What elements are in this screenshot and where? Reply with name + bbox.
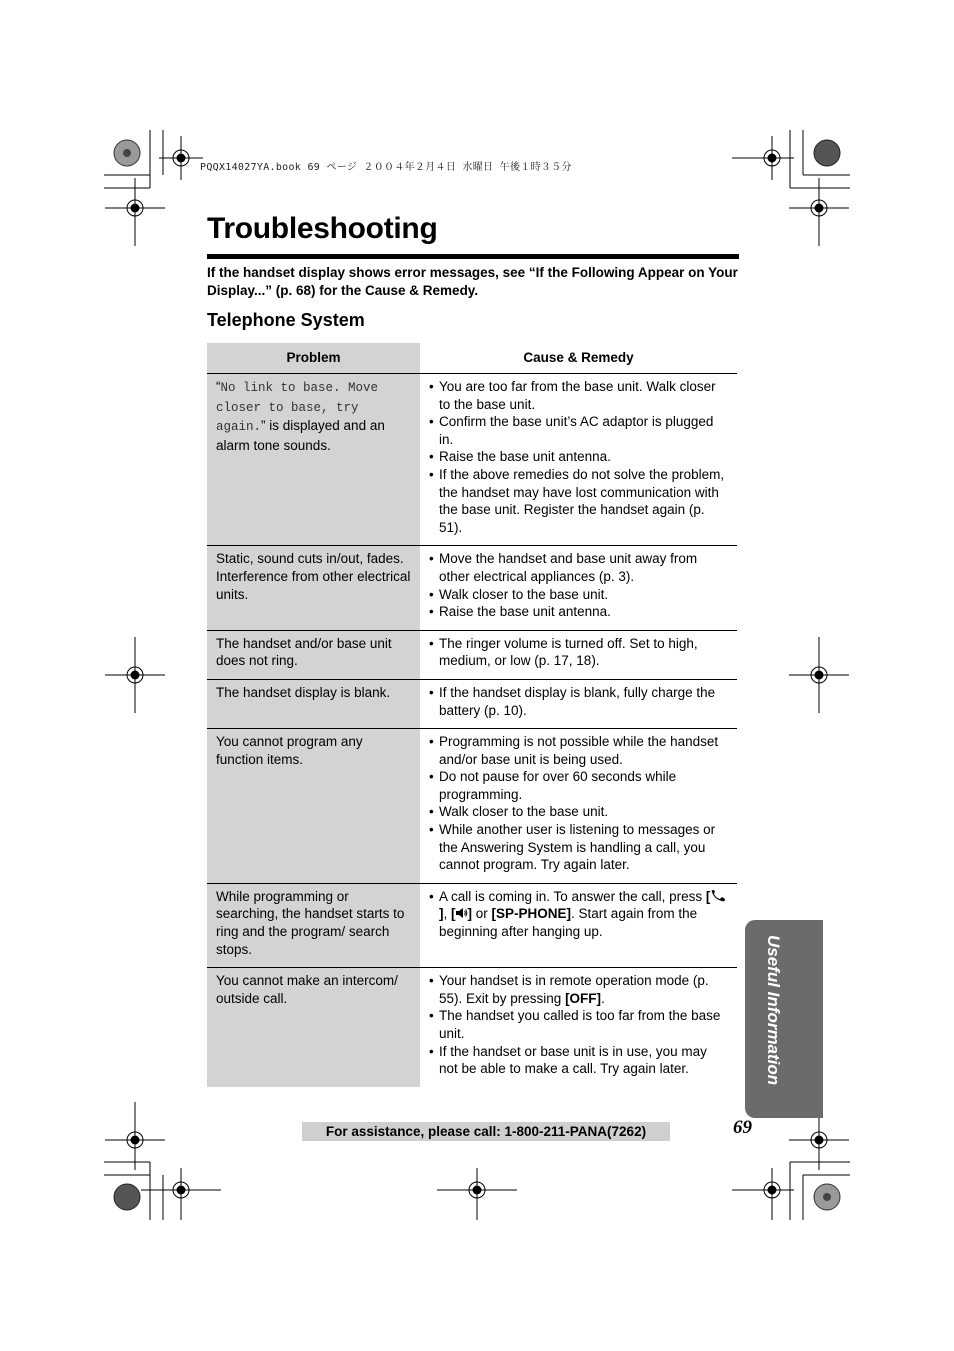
table-row (207, 374, 737, 546)
page-number: 69 (733, 1117, 752, 1138)
remedy-item: • Walk closer to the base unit. (429, 803, 729, 821)
remedy-header: Cause & Remedy (420, 343, 737, 374)
remedy-item: • If the handset or base unit is in use, you may not be able to make a call. Try again later. (429, 1043, 729, 1078)
remedy-item: • Programming is not possible while the handset and/or base unit is being used. (429, 733, 729, 768)
table-row (207, 679, 737, 728)
table-row (207, 546, 737, 630)
remedy-item: • The handset you called is too far from the base unit. (429, 1007, 729, 1042)
display-message: No link to base. Move closer to base, try again. (216, 381, 379, 435)
remedy-item: • Raise the base unit antenna. (429, 603, 729, 621)
section-heading: Telephone System (207, 310, 365, 330)
problem-cell: You cannot program any function items. (207, 729, 420, 884)
side-tab-label: Useful Information (764, 935, 783, 1086)
problem-cell: “No link to base. Move closer to base, try again.” is displayed and an alarm tone sounds. (207, 374, 420, 546)
remedy-item: • If the above remedies do not solve the problem, the handset may have lost communication with the base unit. Register the handset again (p. 51). (429, 466, 729, 536)
remedy-item: • You are too far from the base unit. Walk closer to the base unit. (429, 378, 729, 413)
title-rule (207, 254, 739, 259)
assistance-banner: For assistance, please call: 1-800-211-PANA(7262) (302, 1122, 670, 1141)
remedy-item: • Walk closer to the base unit. (429, 586, 729, 604)
remedy-item: • If the handset display is blank, fully charge the battery (p. 10). (429, 684, 729, 719)
section-side-tab (745, 920, 823, 1118)
talk-button-ref: [] (439, 889, 726, 922)
table-row (207, 883, 737, 967)
table-header-row (207, 343, 737, 374)
problem-cell: The handset display is blank. (207, 679, 420, 728)
sp-phone-button-ref: [SP-PHONE] (491, 906, 572, 922)
remedy-item: • Move the handset and base unit away from other electrical appliances (p. 3). (429, 550, 729, 585)
remedy-item: • Your handset is in remote operation mode (p. 55). Exit by pressing [OFF]. (429, 972, 729, 1007)
table-row (207, 968, 737, 1087)
remedy-item: • While another user is listening to messages or the Answering System is handling a call, you cannot program. Try again later. (429, 821, 729, 874)
remedy-item: • Confirm the base unit’s AC adaptor is plugged in. (429, 413, 729, 448)
remedy-item: • The ringer volume is turned off. Set to high, medium, or low (p. 17, 18). (429, 635, 729, 670)
remedy-cell (420, 374, 737, 546)
remedy-item: • Do not pause for over 60 seconds while programming. (429, 768, 729, 803)
remedy-cell (420, 679, 737, 728)
remedy-cell (420, 546, 737, 630)
print-header: PQQX14027YA.book 69 ページ ２００４年２月４日 水曜日 午後１時３５分 (200, 162, 572, 173)
problem-header: Problem (207, 343, 420, 374)
page-title: Troubleshooting (207, 212, 438, 245)
problem-cell: The handset and/or base unit does not ring. (207, 630, 420, 679)
remedy-cell (420, 968, 737, 1087)
problem-cell: Static, sound cuts in/out, fades. Interference from other electrical units. (207, 546, 420, 630)
troubleshooting-table (207, 343, 737, 1087)
table-row (207, 729, 737, 884)
intro-text: If the handset display shows error messages, see “If the Following Appear on Your Display...” (p. 68) for the Cause & Remedy. (207, 265, 738, 298)
problem-cell: While programming or searching, the handset starts to ring and the program/ search stops. (207, 883, 420, 967)
speaker-icon (456, 907, 468, 919)
remedy-cell (420, 630, 737, 679)
table-row (207, 630, 737, 679)
remedy-item: • Raise the base unit antenna. (429, 448, 729, 466)
phone-talk-icon (710, 890, 726, 902)
remedy-cell (420, 729, 737, 884)
problem-cell: You cannot make an intercom/ outside call. (207, 968, 420, 1087)
off-button-ref: [OFF] (565, 990, 602, 1006)
speaker-button-ref: [ ] (451, 906, 473, 922)
remedy-cell (420, 883, 737, 967)
remedy-item: • A call is coming in. To answer the call, press [], [ ] or [SP-PHONE]. Start again from the beginning after hanging up. (429, 888, 729, 941)
